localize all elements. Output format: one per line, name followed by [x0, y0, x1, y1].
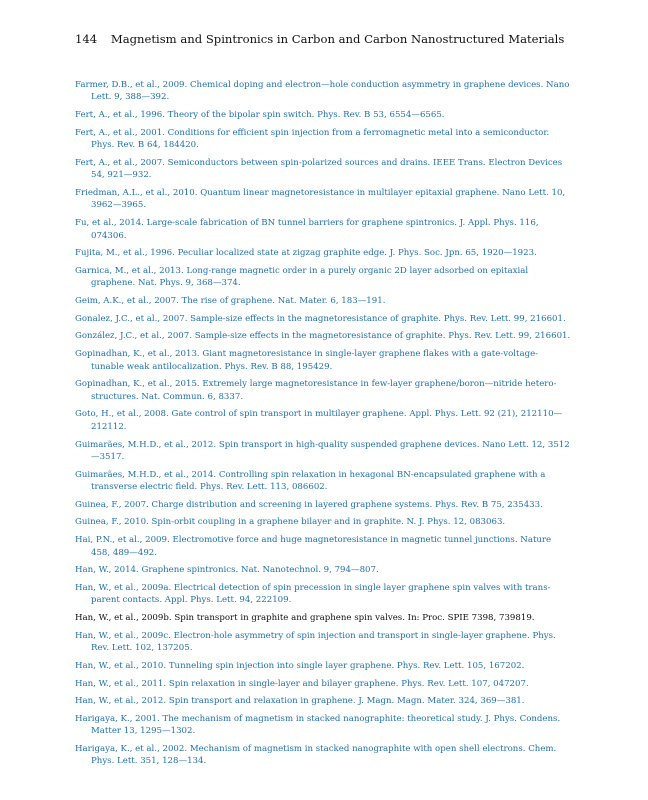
- reference-link[interactable]: González, J.C., et al., 2007. Sample-size effects in the magnetoresistance of graphite. Phys. Rev. Lett. 99, 216601.: [75, 331, 571, 342]
- reference-link[interactable]: Fert, A., et al., 2001. Conditions for efficient spin injection from a ferromagnetic metal into a semiconductor. Phys. Rev. B 64, 184420.: [75, 127, 550, 151]
- running-header: [75, 32, 595, 46]
- reference-link[interactable]: Gopinadhan, K., et al., 2013. Giant magnetoresistance in single-layer graphene flakes with a gate-voltage-tunable weak antilocalization. Phys. Rev. B 88, 195429.: [75, 349, 539, 372]
- reference-link[interactable]: Harigaya, K., 2001. The mechanism of magnetism in stacked nanographite: theoretical study. J. Phys. Condens. Matter 13, 1295—1302.: [75, 713, 561, 737]
- reference-link[interactable]: Han, W., et al., 2010. Tunneling spin injection into single layer graphene. Phys. Rev. Lett. 105, 167202.: [75, 660, 525, 671]
- reference-link[interactable]: Han, W., et al., 2012. Spin transport and relaxation in graphene. J. Magn. Magn. Mater. 324, 369—381.: [75, 696, 525, 707]
- reference-link[interactable]: Guinea, F., 2007. Charge distribution and screening in layered graphene systems. Phys. Rev. B 75, 235433.: [75, 499, 543, 510]
- reference-link[interactable]: Fert, A., et al., 1996. Theory of the bipolar spin switch. Phys. Rev. B 53, 6554—6565.: [75, 110, 445, 121]
- reference-link[interactable]: Gonalez, J.C., et al., 2007. Sample-size effects in the magnetoresistance of graphite. Phys. Rev. Lett. 99, 216601.: [75, 313, 566, 324]
- reference-link[interactable]: Han, W., et al., 2009a. Electrical detection of spin precession in single layer graphene spin valves with trans-parent contacts. Appl. Phys. Lett. 94, 222109.: [75, 582, 551, 606]
- reference-link[interactable]: Farmer, D.B., et al., 2009. Chemical doping and electron—hole conduction asymmetry in graphene devices. Nano Lett. 9, 388—392.: [75, 80, 570, 103]
- reference-link[interactable]: Gopinadhan, K., et al., 2015. Extremely large magnetoresistance in few-layer graphene/boron—nitride hetero-structures. Nat. Commun. 6, 8337.: [75, 379, 557, 402]
- reference-link[interactable]: Friedman, A.L., et al., 2010. Quantum linear magnetoresistance in multilayer epitaxial graphene. Nano Lett. 10, 3962—3965.: [75, 188, 566, 211]
- reference-link[interactable]: Garnica, M., et al., 2013. Long-range magnetic order in a purely organic 2D layer adsorbed on epitaxial graphene. Nat. Phys. 9, 368—374.: [75, 265, 529, 289]
- reference-link[interactable]: Goto, H., et al., 2008. Gate control of spin transport in multilayer graphene. Appl. Phys. Lett. 92 (21), 212110—212112.: [75, 409, 563, 432]
- reference-link[interactable]: Guimarães, M.H.D., et al., 2012. Spin transport in high-quality suspended graphene devices. Nano Lett. 12, 3512—3517.: [75, 439, 570, 462]
- reference-link[interactable]: Han, W., 2014. Graphene spintronics. Nat. Nanotechnol. 9, 794—807.: [75, 565, 379, 576]
- reference-link[interactable]: Hai, P.N., et al., 2009. Electromotive force and huge magnetoresistance in magnetic tunnel junctions. Nature 458, 489—492.: [75, 535, 552, 558]
- reference-link[interactable]: Geim, A.K., et al., 2007. The rise of graphene. Nat. Mater. 6, 183—191.: [75, 296, 386, 307]
- running-title: Magnetism and Spintronics in Carbon and Carbon Nanostructured Materials: [110, 32, 565, 46]
- reference-link[interactable]: Fujita, M., et al., 1996. Peculiar localized state at zigzag graphite edge. J. Phys. Soc. Jpn. 65, 1920—1923.: [75, 248, 537, 259]
- reference-link[interactable]: Fu, et al., 2014. Large-scale fabrication of BN tunnel barriers for graphene spintronics. J. Appl. Phys. 116, 074306.: [75, 218, 539, 241]
- reference-link[interactable]: Guinea, F., 2010. Spin-orbit coupling in a graphene bilayer and in graphite. N. J. Phys. 12, 083063.: [75, 517, 506, 528]
- reference-link[interactable]: Guimarães, M.H.D., et al., 2014. Controlling spin relaxation in hexagonal BN-encapsulated graphene with a transverse electric field. Phys. Rev. Lett. 113, 086602.: [75, 469, 546, 493]
- reference-link[interactable]: Han, W., et al., 2011. Spin relaxation in single-layer and bilayer graphene. Phys. Rev. Lett. 107, 047207.: [75, 678, 529, 689]
- reference-list: [75, 79, 571, 773]
- reference-link[interactable]: Harigaya, K., et al., 2002. Mechanism of magnetism in stacked nanographite with open shell electrons. Chem. Phys. Lett. 351, 128—134.: [75, 744, 557, 767]
- reference-item: Han, W., et al., 2009b. Spin transport in graphite and graphene spin valves. In: Proc. SPIE 7398, 739819.: [75, 613, 535, 624]
- reference-link[interactable]: Han, W., et al., 2009c. Electron-hole asymmetry of spin injection and transport in single-layer graphene. Phys. Rev. Lett. 102, 137205.: [75, 630, 556, 654]
- page-number: 144: [75, 32, 98, 46]
- reference-link[interactable]: Fert, A., et al., 2007. Semiconductors between spin-polarized sources and drains. IEEE Trans. Electron Devices 54, 921—932.: [75, 157, 563, 181]
